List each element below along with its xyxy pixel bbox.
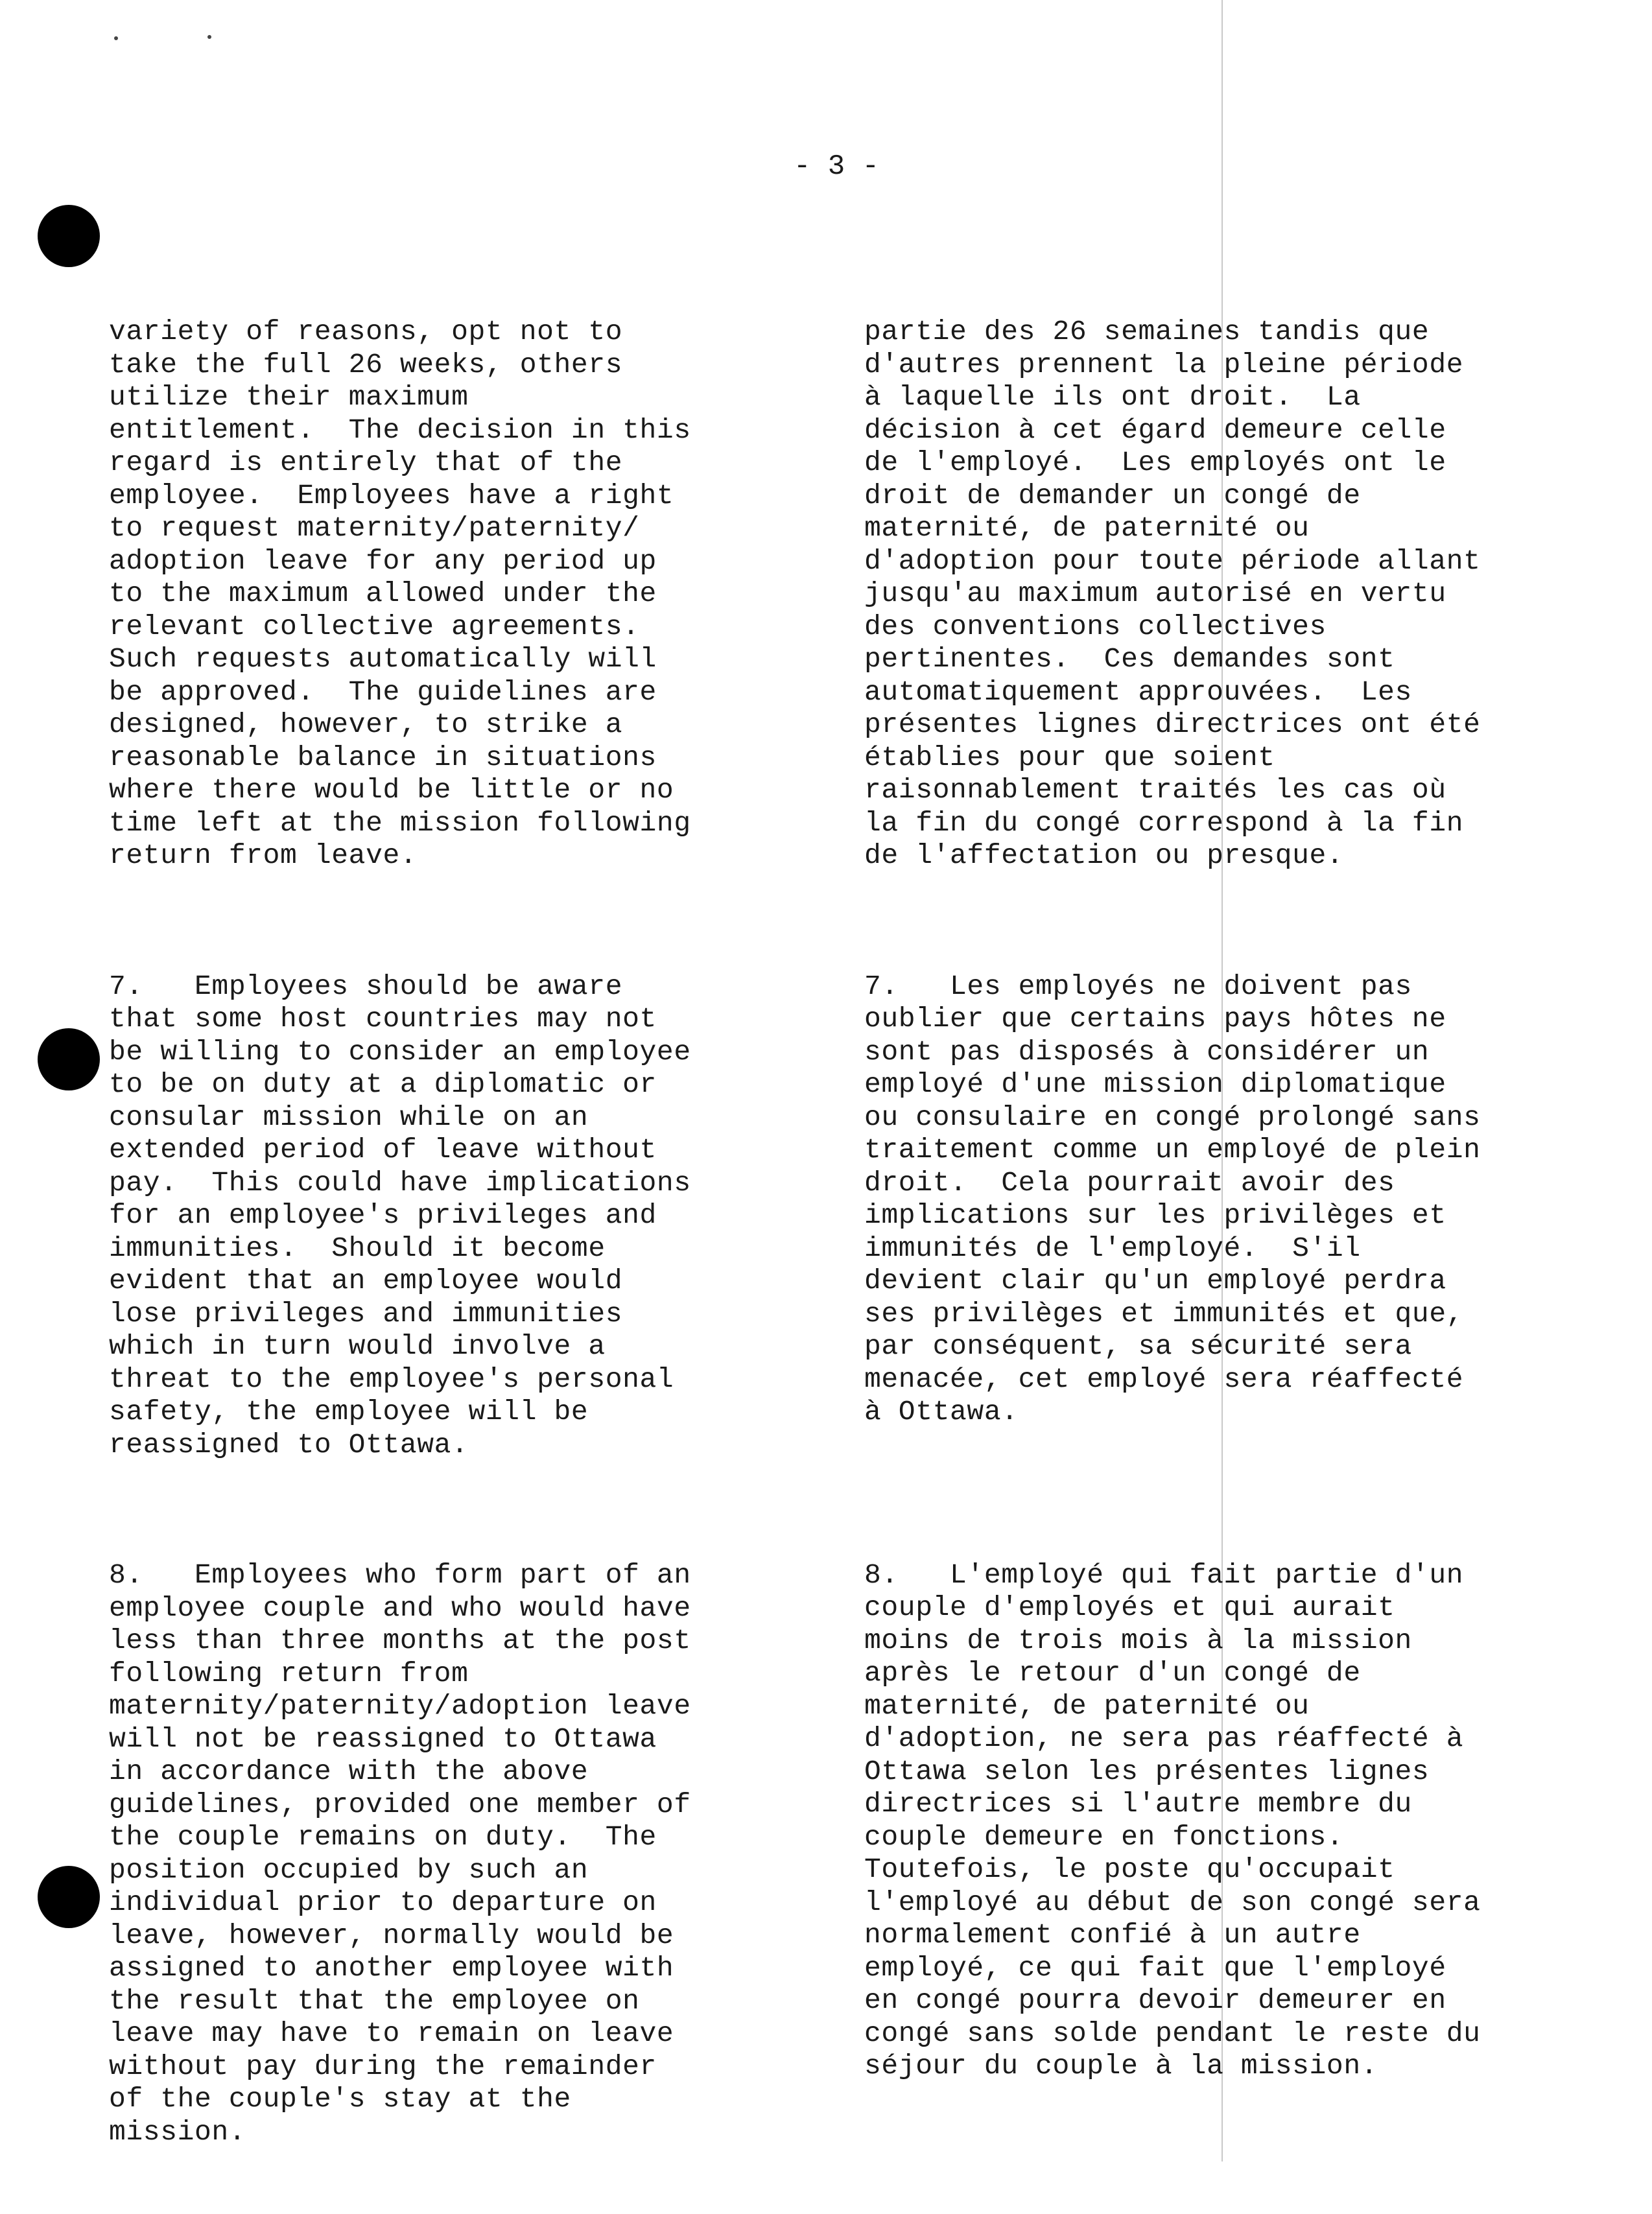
text-line: mission. [109,2115,246,2148]
scan-speck [114,36,118,40]
text-line: employee. Employees have a right [109,479,674,512]
text-line: 7. Les employés ne doivent pas [864,970,1412,1002]
text-line: partie des 26 semaines tandis que [864,316,1430,347]
text-line: traitement comme un employé de plein [864,1134,1481,1166]
text-line: 8. Employees who form part of an [109,1559,691,1591]
french-column [864,250,1564,2149]
text-line: pertinentes. Ces demandes sont [864,643,1395,675]
french-paragraph-continuation [864,316,1564,873]
text-line: raisonnablement traités les cas où [864,774,1446,806]
text-line: devient clair qu'un employé perdra [864,1265,1446,1297]
text-line: établies pour que soient [864,741,1275,773]
text-line: for an employee's privileges and [109,1199,657,1231]
page-number: - 3 - [793,150,880,183]
french-paragraph-8 [864,1559,1564,2083]
text-line: take the full 26 weeks, others [109,348,623,381]
text-line: employé d'une mission diplomatique [864,1068,1446,1100]
text-line: séjour du couple à la mission. [864,2050,1378,2082]
text-line: to request maternity/paternity/ [109,512,640,544]
text-line: droit de demander un congé de [864,479,1361,512]
text-line: ou consulaire en congé prolongé sans [864,1101,1481,1133]
text-line: maternité, de paternité ou [864,1690,1310,1722]
text-line: variety of reasons, opt not to [109,316,623,347]
text-line: de l'affectation ou presque. [864,840,1344,871]
english-paragraph-continuation [109,316,783,873]
text-line: which in turn would involve a [109,1330,606,1362]
text-line: ses privilèges et immunités et que, [864,1297,1464,1330]
text-line: normalement confié à un autre [864,1919,1361,1951]
english-column [109,250,783,2214]
text-line: extended period of leave without [109,1134,657,1166]
english-paragraph-8 [109,1559,783,2149]
text-line: oublier que certains pays hôtes ne [864,1003,1446,1035]
text-line: après le retour d'un congé de [864,1657,1361,1689]
text-line: des conventions collectives [864,610,1327,642]
text-line: adoption leave for any period up [109,545,657,577]
text-line: reassigned to Ottawa. [109,1428,469,1461]
text-line: d'autres prennent la pleine période [864,348,1464,381]
text-line: maternité, de paternité ou [864,512,1310,544]
french-paragraph-7 [864,971,1564,1429]
text-line: Ottawa selon les présentes lignes [864,1755,1430,1787]
text-line: menacée, cet employé sera réaffecté [864,1363,1464,1395]
text-line: droit. Cela pourrait avoir des [864,1166,1395,1199]
scan-speck [207,35,211,39]
text-line: 7. Employees should be aware [109,970,623,1002]
text-line: congé sans solde pendant le reste du [864,2017,1481,2049]
text-line: consular mission while on an [109,1101,589,1133]
text-line: par conséquent, sa sécurité sera [864,1330,1412,1362]
text-line: to be on duty at a diplomatic or [109,1068,657,1100]
text-line: entitlement. The decision in this [109,414,691,446]
text-line: be approved. The guidelines are [109,676,657,708]
punch-hole [38,1028,100,1090]
text-line: présentes lignes directrices ont été [864,709,1481,740]
text-line: 8. L'employé qui fait partie d'un [864,1559,1464,1591]
text-line: implications sur les privilèges et [864,1199,1446,1231]
text-line: employé, ce qui fait que l'employé [864,1951,1446,1984]
text-line: where there would be little or no [109,774,674,806]
text-line: la fin du congé correspond à la fin [864,807,1464,839]
punch-hole [38,205,100,267]
text-line: d'adoption, ne sera pas réaffecté à [864,1723,1464,1754]
text-line: evident that an employee would [109,1265,623,1297]
text-line: immunities. Should it become [109,1232,606,1264]
text-line: leave, however, normally would be [109,1919,674,1951]
text-line: to the maximum allowed under the [109,578,657,609]
text-line: without pay during the remainder [109,2050,657,2082]
text-line: couple demeure en fonctions. [864,1820,1344,1853]
text-line: that some host countries may not [109,1003,657,1035]
text-line: in accordance with the above [109,1756,589,1787]
english-paragraph-7 [109,971,783,1462]
text-line: regard is entirely that of the [109,447,623,478]
text-line: will not be reassigned to Ottawa [109,1723,657,1755]
text-line: à laquelle ils ont droit. La [864,381,1361,413]
text-line: the result that the employee on [109,1984,640,2017]
text-line: immunités de l'employé. S'il [864,1232,1361,1264]
text-line: designed, however, to strike a [109,709,623,740]
text-line: pay. This could have implications [109,1166,691,1199]
text-line: maternity/paternity/adoption leave [109,1690,691,1722]
text-line: décision à cet égard demeure celle [864,414,1446,446]
text-line: following return from [109,1657,469,1690]
text-line: Such requests automatically will [109,643,657,675]
text-line: d'adoption pour toute période allant [864,545,1481,577]
text-line: position occupied by such an [109,1854,589,1886]
text-line: de l'employé. Les employés ont le [864,447,1446,478]
text-line: of the couple's stay at the [109,2083,571,2115]
text-line: less than three months at the post [109,1625,691,1656]
text-line: jusqu'au maximum autorisé en vertu [864,578,1446,609]
text-line: couple d'employés et qui aurait [864,1592,1395,1623]
text-line: moins de trois mois à la mission [864,1624,1412,1656]
text-line: reasonable balance in situations [109,741,657,773]
text-line: the couple remains on duty. The [109,1821,657,1853]
text-line: Toutefois, le poste qu'occupait [864,1854,1395,1885]
punch-hole [38,1866,100,1928]
text-line: lose privileges and immunities [109,1297,623,1330]
text-line: l'employé au début de son congé sera [864,1886,1481,1918]
text-line: automatiquement approuvées. Les [864,676,1412,708]
text-line: return from leave. [109,840,418,871]
text-line: assigned to another employee with [109,1952,674,1984]
text-line: guidelines, provided one member of [109,1788,691,1820]
text-line: safety, the employee will be [109,1396,589,1428]
text-line: à Ottawa. [864,1396,1019,1428]
text-line: time left at the mission following [109,807,691,839]
text-line: individual prior to departure on [109,1887,657,1918]
text-line: employee couple and who would have [109,1592,691,1624]
text-line: leave may have to remain on leave [109,2018,674,2049]
text-line: be willing to consider an employee [109,1035,691,1068]
text-line: utilize their maximum [109,381,469,413]
text-line: directrices si l'autre membre du [864,1788,1412,1820]
text-line: threat to the employee's personal [109,1363,674,1395]
text-line: sont pas disposés à considérer un [864,1035,1430,1068]
text-line: en congé pourra devoir demeurer en [864,1984,1446,2016]
text-line: relevant collective agreements. [109,610,640,642]
